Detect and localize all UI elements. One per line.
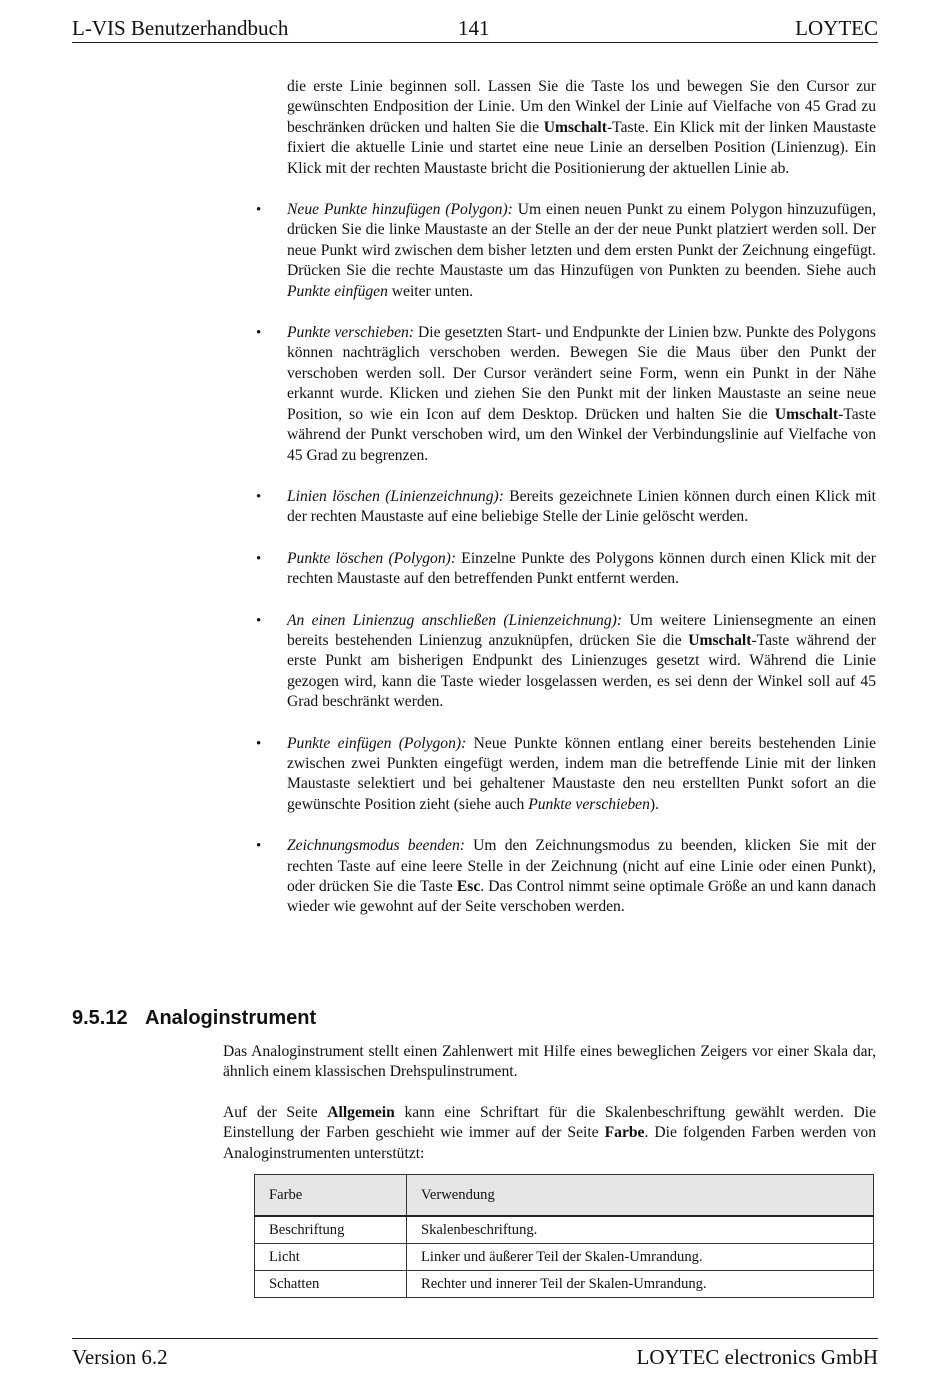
table-cell: Linker und äußerer Teil der Skalen-Umrandung. [407,1244,874,1271]
table-header-row [255,1175,874,1217]
table-row [255,1216,874,1244]
list-item: • Linien löschen (Linienzeichnung): Bereits gezeichnete Linien können durch einen Klick mit der rechten Maustaste auf eine beliebige Stelle der Linie gelöscht werden. [287,487,876,528]
table-row [255,1244,874,1271]
list-item: • An einen Linienzug anschließen (Linienzeichnung): Um weitere Liniensegmente an einen bereits bestehenden Linienzug anzuknüpfen, drücken Sie die Umschalt-Taste während der erste Punkt am bisherigen Endpunkt des Linienzuges gesetzt wird. Während die Linie gezogen wird, kann die Taste wieder losgelassen werden, es sei denn der Winkel soll auf 45 Grad beschränkt werden. [287,611,876,713]
list-item: • Punkte einfügen (Polygon): Neue Punkte können entlang einer bereits bestehenden Linie zwischen zwei Punkten eingefügt werden, indem man die betreffende Linie mit der linken Maustaste selektiert und bei gehaltener Maustaste den neu erstellten Punkt sofort an die gewünschte Position zieht (siehe auch Punkte verschieben). [287,734,876,816]
page-footer [72,1338,878,1379]
colors-table [254,1174,874,1298]
section-body [223,1042,876,1184]
section-title: Analoginstrument [145,1007,317,1029]
bullet-list [287,200,876,918]
section-heading [72,1007,316,1030]
header-page-number: 141 [458,16,490,40]
column-header: Farbe [255,1175,407,1217]
body-paragraph: Auf der Seite Allgemein kann eine Schriftart für die Skalenbeschriftung gewählt werden. Die Einstellung der Farben geschieht wie immer auf der Seite Farbe. Die folgenden Farben werden von Analoginstrumenten unterstützt: [223,1103,876,1162]
intro-paragraph: die erste Linie beginnen soll. Lassen Sie die Taste los und bewegen Sie den Cursor zur gewünschten Endposition der Linie. Um den Winkel der Linie auf Vielfache von 45 Grad zu beschränken drücken und halten Sie die Umschalt-Taste. Ein Klick mit der linken Maustaste fixiert die aktuelle Linie und startet eine neue Linie an derselben Position (Linienzug). Ein Klick mit der rechten Maustaste bricht die Positionierung der aktuellen Linie ab. [287,78,877,177]
list-item: • Zeichnungsmodus beenden: Um den Zeichnungsmodus zu beenden, klicken Sie mit der rechten Taste auf eine leere Stelle in der Zeichnung (nicht auf eine Linie oder einen Punkt), oder drücken Sie die Taste Esc. Das Control nimmt seine optimale Größe an und kann danach wieder wie gewohnt auf der Seite verschoben werden. [287,836,876,918]
body-paragraph: Das Analoginstrument stellt einen Zahlenwert mit Hilfe eines beweglichen Zeigers vor einer Skala dar, ähnlich einem klassischen Drehspulinstrument. [223,1043,876,1081]
table-cell: Skalenbeschriftung. [407,1216,874,1244]
list-item: • Neue Punkte hinzufügen (Polygon): Um einen neuen Punkt zu einem Polygon hinzuzufügen, drücken Sie die linke Maustaste an der Stelle an der der neue Punkt platziert werden soll. Der neue Punkt wird zwischen dem bisher letzten und dem ersten Punkt der Zeichnung eingefügt. Drücken Sie die rechte Maustaste um das Hinzufügen von Punkten zu beenden. Siehe auch Punkte einfügen weiter unten. [287,200,876,302]
table-row [255,1271,874,1298]
header-doc-title: L-VIS Benutzerhandbuch [72,16,289,40]
table-cell: Schatten [255,1271,407,1298]
section-number: 9.5.12 [72,1007,128,1029]
list-item: • Punkte löschen (Polygon): Einzelne Punkte des Polygons können durch einen Klick mit der rechten Maustaste auf den betreffenden Punkt entfernt werden. [287,549,876,590]
column-header: Verwendung [407,1175,874,1217]
footer-company: LOYTEC electronics GmbH [636,1345,878,1369]
page-header [72,14,878,43]
main-content [287,77,876,918]
table-cell: Rechter und innerer Teil der Skalen-Umrandung. [407,1271,874,1298]
table-cell: Licht [255,1244,407,1271]
list-item: • Punkte verschieben: Die gesetzten Start- und Endpunkte der Linien bzw. Punkte des Polygons können nachträglich verschoben werden. Bewegen Sie die Maus über den Punkt der verschoben werden soll. Der Cursor verändert seine Form, wenn ein Punkt in der Nähe erkannt wurde. Klicken und ziehen Sie den Punkt mit der linken Maustaste an seine neue Position, so wie ein Icon auf dem Desktop. Drücken und halten Sie die Umschalt-Taste während der Punkt verschoben wird, um den Winkel der Verbindungslinie auf Vielfache von 45 Grad zu begrenzen. [287,323,876,466]
footer-version: Version 6.2 [72,1345,168,1369]
header-company: LOYTEC [795,16,878,40]
table-cell: Beschriftung [255,1216,407,1244]
